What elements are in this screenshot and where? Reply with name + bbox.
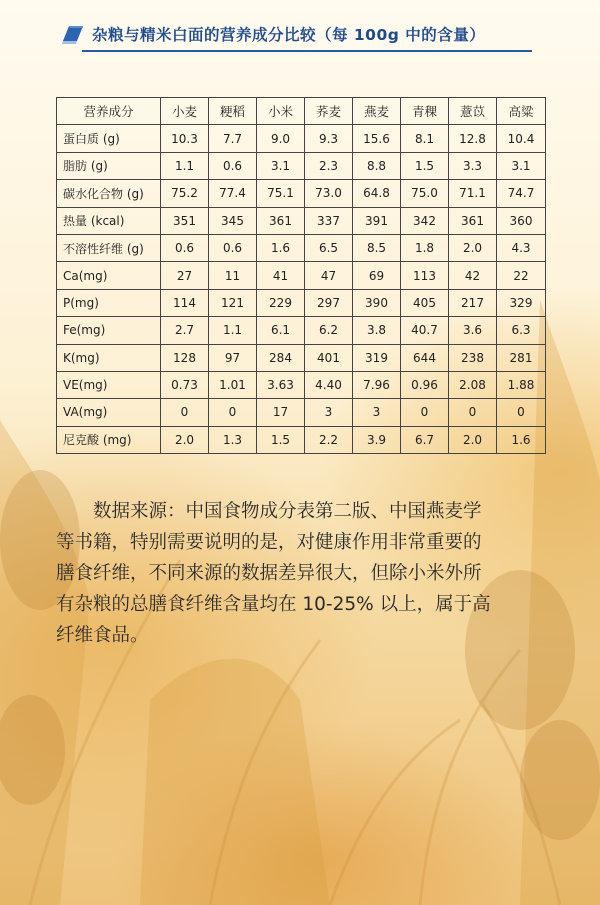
value-cell: 297 xyxy=(305,289,353,316)
value-cell: 6.2 xyxy=(305,317,353,344)
value-cell: 3.8 xyxy=(353,317,401,344)
value-cell: 345 xyxy=(209,207,257,234)
value-cell: 128 xyxy=(161,344,209,371)
value-cell: 361 xyxy=(449,207,497,234)
value-cell: 10.3 xyxy=(161,125,209,152)
value-cell: 9.0 xyxy=(257,125,305,152)
value-cell: 390 xyxy=(353,289,401,316)
row-label-cell: VE(mg) xyxy=(57,371,161,398)
value-cell: 42 xyxy=(449,262,497,289)
header-cell: 青稞 xyxy=(401,98,449,125)
value-cell: 0.6 xyxy=(209,152,257,179)
value-cell: 342 xyxy=(401,207,449,234)
header xyxy=(60,20,485,48)
row-label-cell: 蛋白质 (g) xyxy=(57,125,161,152)
value-cell: 1.5 xyxy=(401,152,449,179)
value-cell: 64.8 xyxy=(353,180,401,207)
paragraph-line: 膳食纤维，不同来源的数据差异很大，但除小米外所 xyxy=(56,563,482,584)
value-cell: 3 xyxy=(305,399,353,426)
value-cell: 75.0 xyxy=(401,180,449,207)
table-row xyxy=(57,180,546,207)
value-cell: 4.40 xyxy=(305,371,353,398)
value-cell: 3.63 xyxy=(257,371,305,398)
table-row xyxy=(57,399,546,426)
table-row xyxy=(57,152,546,179)
value-cell: 644 xyxy=(401,344,449,371)
value-cell: 0.96 xyxy=(401,371,449,398)
table-row xyxy=(57,317,546,344)
table-row xyxy=(57,262,546,289)
value-cell: 360 xyxy=(497,207,546,234)
value-cell: 71.1 xyxy=(449,180,497,207)
header-cell: 粳稻 xyxy=(209,98,257,125)
value-cell: 41 xyxy=(257,262,305,289)
row-label-cell: Ca(mg) xyxy=(57,262,161,289)
value-cell: 0 xyxy=(209,399,257,426)
value-cell: 73.0 xyxy=(305,180,353,207)
value-cell: 113 xyxy=(401,262,449,289)
row-label-cell: P(mg) xyxy=(57,289,161,316)
header-cell: 荞麦 xyxy=(305,98,353,125)
value-cell: 0.6 xyxy=(161,234,209,261)
value-cell: 8.1 xyxy=(401,125,449,152)
value-cell: 10.4 xyxy=(497,125,546,152)
value-cell: 75.2 xyxy=(161,180,209,207)
value-cell: 7.7 xyxy=(209,125,257,152)
value-cell: 337 xyxy=(305,207,353,234)
header-cell: 营养成分 xyxy=(57,98,161,125)
value-cell: 1.6 xyxy=(257,234,305,261)
value-cell: 12.8 xyxy=(449,125,497,152)
value-cell: 69 xyxy=(353,262,401,289)
value-cell: 1.01 xyxy=(209,371,257,398)
value-cell: 238 xyxy=(449,344,497,371)
table-row xyxy=(57,371,546,398)
value-cell: 27 xyxy=(161,262,209,289)
header-cell: 高粱 xyxy=(497,98,546,125)
title-underline xyxy=(82,50,532,52)
value-cell: 3.9 xyxy=(353,426,401,453)
row-label-cell: 脂肪 (g) xyxy=(57,152,161,179)
value-cell: 47 xyxy=(305,262,353,289)
paragraph-line: 有杂粮的总膳食纤维含量均在 10-25% 以上，属于高 xyxy=(56,594,491,615)
table-header-row xyxy=(57,98,546,125)
table-row xyxy=(57,344,546,371)
value-cell: 0 xyxy=(449,399,497,426)
value-cell: 114 xyxy=(161,289,209,316)
value-cell: 361 xyxy=(257,207,305,234)
row-label-cell: 碳水化合物 (g) xyxy=(57,180,161,207)
value-cell: 1.8 xyxy=(401,234,449,261)
value-cell: 2.08 xyxy=(449,371,497,398)
page-title: 杂粮与精米白面的营养成分比较（每 100g 中的含量） xyxy=(92,26,486,44)
header-cell: 薏苡 xyxy=(449,98,497,125)
paragraph-line: 等书籍，特别需要说明的是，对健康作用非常重要的 xyxy=(56,532,482,553)
value-cell: 3.1 xyxy=(257,152,305,179)
row-label-cell: 尼克酸 (mg) xyxy=(57,426,161,453)
value-cell: 391 xyxy=(353,207,401,234)
table-row xyxy=(57,289,546,316)
data-source-paragraph xyxy=(56,496,556,651)
value-cell: 77.4 xyxy=(209,180,257,207)
value-cell: 22 xyxy=(497,262,546,289)
value-cell: 3.1 xyxy=(497,152,546,179)
book-icon xyxy=(60,23,86,45)
value-cell: 17 xyxy=(257,399,305,426)
row-label-cell: K(mg) xyxy=(57,344,161,371)
value-cell: 6.5 xyxy=(305,234,353,261)
table-row xyxy=(57,207,546,234)
value-cell: 401 xyxy=(305,344,353,371)
value-cell: 351 xyxy=(161,207,209,234)
header-cell: 小米 xyxy=(257,98,305,125)
value-cell: 319 xyxy=(353,344,401,371)
value-cell: 2.3 xyxy=(305,152,353,179)
value-cell: 405 xyxy=(401,289,449,316)
value-cell: 8.8 xyxy=(353,152,401,179)
value-cell: 0 xyxy=(497,399,546,426)
row-label-cell: 不溶性纤维 (g) xyxy=(57,234,161,261)
value-cell: 6.1 xyxy=(257,317,305,344)
value-cell: 7.96 xyxy=(353,371,401,398)
header-cell: 小麦 xyxy=(161,98,209,125)
value-cell: 15.6 xyxy=(353,125,401,152)
value-cell: 11 xyxy=(209,262,257,289)
value-cell: 0 xyxy=(161,399,209,426)
value-cell: 284 xyxy=(257,344,305,371)
paragraph-line: 纤维食品。 xyxy=(56,625,149,646)
value-cell: 8.5 xyxy=(353,234,401,261)
value-cell: 329 xyxy=(497,289,546,316)
value-cell: 217 xyxy=(449,289,497,316)
value-cell: 229 xyxy=(257,289,305,316)
table-row xyxy=(57,125,546,152)
value-cell: 1.88 xyxy=(497,371,546,398)
value-cell: 2.7 xyxy=(161,317,209,344)
header-cell: 燕麦 xyxy=(353,98,401,125)
value-cell: 6.7 xyxy=(401,426,449,453)
value-cell: 6.3 xyxy=(497,317,546,344)
value-cell: 1.5 xyxy=(257,426,305,453)
value-cell: 3.3 xyxy=(449,152,497,179)
value-cell: 9.3 xyxy=(305,125,353,152)
value-cell: 3 xyxy=(353,399,401,426)
value-cell: 0.6 xyxy=(209,234,257,261)
value-cell: 1.1 xyxy=(209,317,257,344)
value-cell: 75.1 xyxy=(257,180,305,207)
value-cell: 1.6 xyxy=(497,426,546,453)
value-cell: 0 xyxy=(401,399,449,426)
value-cell: 4.3 xyxy=(497,234,546,261)
table-row xyxy=(57,234,546,261)
table-row xyxy=(57,426,546,453)
row-label-cell: Fe(mg) xyxy=(57,317,161,344)
nutrition-table xyxy=(56,97,546,454)
value-cell: 74.7 xyxy=(497,180,546,207)
value-cell: 121 xyxy=(209,289,257,316)
value-cell: 40.7 xyxy=(401,317,449,344)
value-cell: 1.1 xyxy=(161,152,209,179)
paragraph-line: 数据来源：中国食物成分表第二版、中国燕麦学 xyxy=(56,501,482,522)
row-label-cell: 热量 (kcal) xyxy=(57,207,161,234)
value-cell: 97 xyxy=(209,344,257,371)
value-cell: 281 xyxy=(497,344,546,371)
value-cell: 2.2 xyxy=(305,426,353,453)
value-cell: 2.0 xyxy=(449,234,497,261)
value-cell: 2.0 xyxy=(449,426,497,453)
row-label-cell: VA(mg) xyxy=(57,399,161,426)
value-cell: 0.73 xyxy=(161,371,209,398)
value-cell: 3.6 xyxy=(449,317,497,344)
value-cell: 2.0 xyxy=(161,426,209,453)
value-cell: 1.3 xyxy=(209,426,257,453)
nutrition-table-wrap xyxy=(56,97,545,454)
